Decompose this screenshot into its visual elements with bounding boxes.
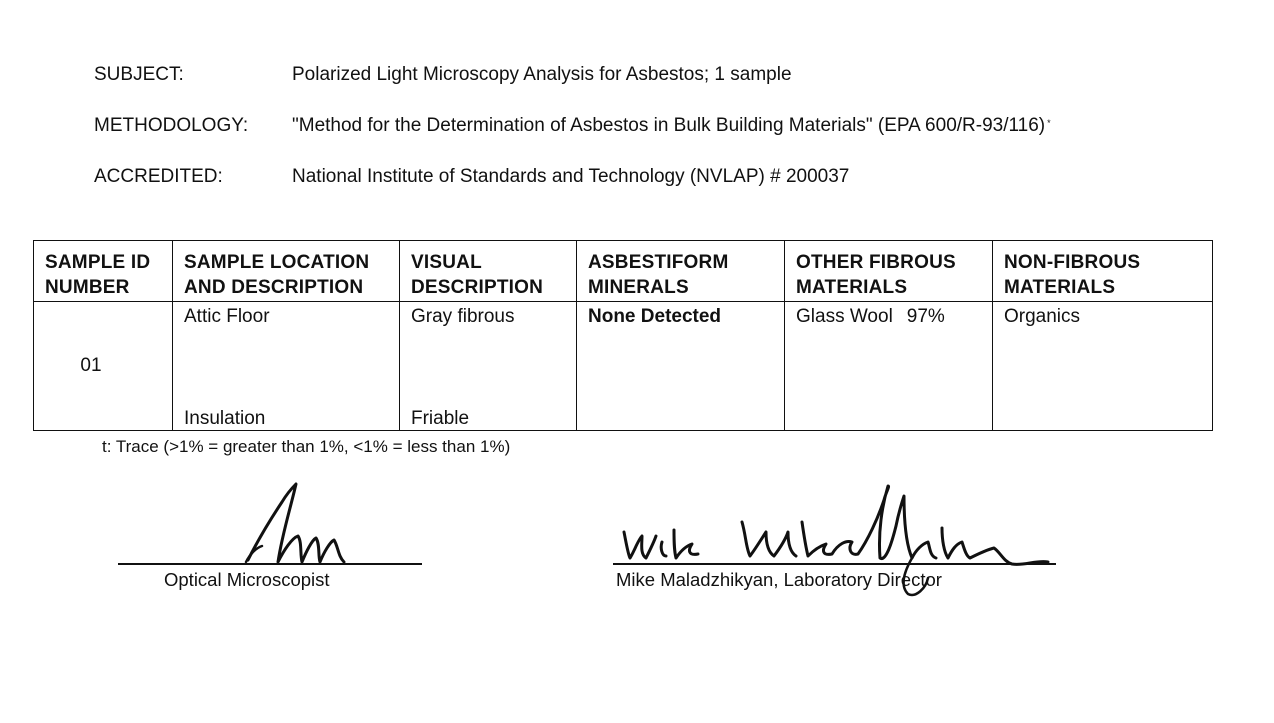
column-header-line: NON-FIBROUS (1004, 252, 1141, 273)
sample-id-value: 01 (80, 355, 102, 376)
location-value: Attic Floor (184, 306, 270, 327)
microscopist-signature-line (118, 563, 422, 565)
column-header-line: MATERIALS (796, 277, 908, 298)
column-header-line: DESCRIPTION (411, 277, 544, 298)
cell-visual-description (400, 302, 577, 431)
cell-non-fibrous (993, 302, 1213, 431)
cell-asbestiform (577, 302, 785, 431)
methodology-label: METHODOLOGY: (94, 115, 249, 136)
location-description: Insulation (184, 408, 266, 429)
visual-value: Gray fibrous (411, 306, 515, 327)
methodology-value: "Method for the Determination of Asbestos in Bulk Building Materials" (EPA 600/R-93/116) (292, 115, 1046, 136)
non-fibrous-value: Organics (1004, 306, 1081, 327)
column-header-sample-location (173, 241, 400, 302)
column-header-other-fibrous (785, 241, 993, 302)
asbestiform-value: None Detected (588, 306, 722, 327)
column-header-line: SAMPLE ID (45, 252, 151, 273)
column-header-line: VISUAL (411, 252, 482, 273)
table-row (34, 302, 1213, 431)
subject-label: SUBJECT: (94, 64, 184, 85)
trace-footnote: t: Trace (>1% = greater than 1%, <1% = less than 1%) (102, 437, 511, 456)
cell-sample-location (173, 302, 400, 431)
microscopist-caption: Optical Microscopist (164, 569, 330, 590)
column-header-line: MINERALS (588, 277, 689, 298)
accredited-label: ACCREDITED: (94, 166, 223, 187)
column-header-line: MATERIALS (1004, 277, 1116, 298)
column-header-line: NUMBER (45, 277, 130, 298)
column-header-sample-id (34, 241, 173, 302)
column-header-line: SAMPLE LOCATION (184, 252, 370, 273)
methodology-footnote-mark: * (1047, 118, 1051, 128)
cell-other-fibrous (785, 302, 993, 431)
column-header-line: OTHER FIBROUS (796, 252, 956, 273)
column-header-non-fibrous (993, 241, 1213, 302)
column-header-visual-description (400, 241, 577, 302)
column-header-line: ASBESTIFORM (588, 252, 729, 273)
accredited-value: National Institute of Standards and Technology (NVLAP) # 200037 (292, 166, 850, 187)
other-fibrous-percent: 97% (906, 306, 945, 327)
column-header-line: AND DESCRIPTION (184, 277, 364, 298)
director-caption: Mike Maladzhikyan, Laboratory Director (616, 569, 942, 590)
microscopist-signature (240, 480, 360, 570)
cell-sample-id (34, 302, 173, 431)
other-fibrous-name: Glass Wool (796, 306, 893, 327)
results-table (33, 240, 1213, 431)
visual-friability: Friable (411, 408, 470, 429)
methodology-value-wrap (292, 114, 1051, 138)
table-header-row (34, 241, 1213, 302)
column-header-asbestiform-minerals (577, 241, 785, 302)
director-signature-line (613, 563, 1056, 565)
subject-value: Polarized Light Microscopy Analysis for Asbestos; 1 sample (292, 64, 792, 85)
